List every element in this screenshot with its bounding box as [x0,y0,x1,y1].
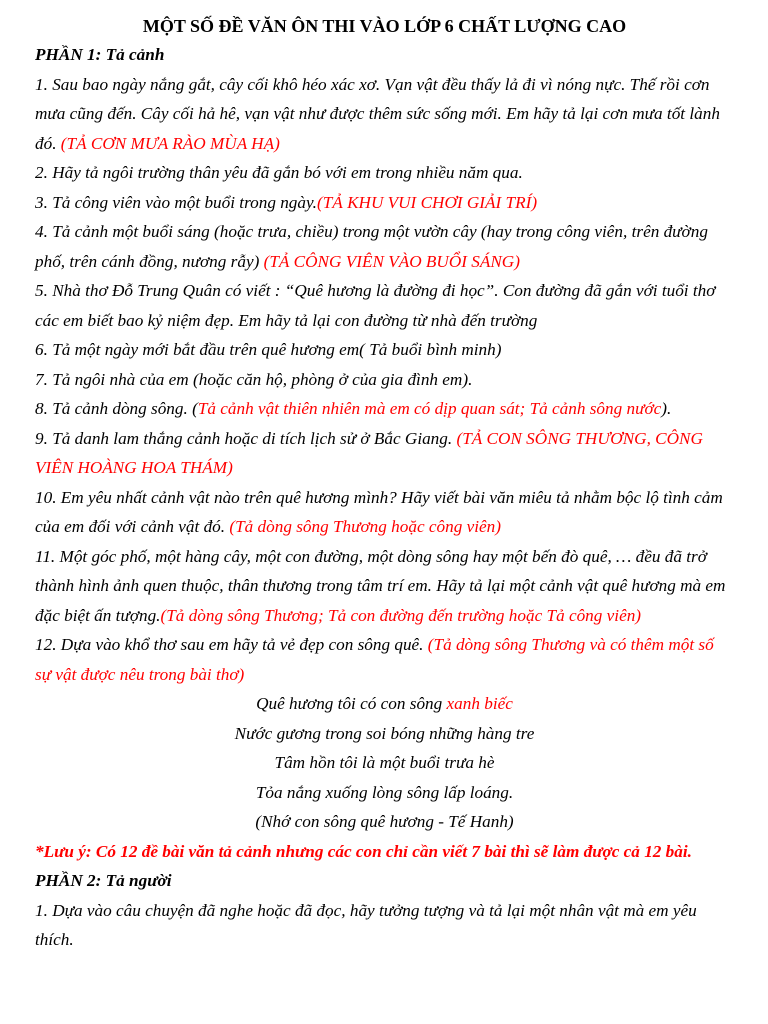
topic-tail: ). [661,399,672,418]
topic-note: (Tả dòng sông Thương; Tả con đường đến trường hoặc Tả công viên) [160,605,642,625]
topic-note: Tả cảnh vật thiên nhiên mà em có dịp quan sát; Tả cảnh sông nước [197,399,662,418]
poem-line-2: Nước gương trong soi bóng những hàng tre [234,723,535,743]
topic-text: 7. Tả ngôi nhà của em (hoặc căn hộ, phòng ở của gia đình em). [35,369,473,389]
topic-item-12 [35,630,734,689]
topic-item-5 [35,276,734,335]
topic-note: (Tả dòng sông Thương hoặc công viên) [229,517,501,536]
topic-text: 1. Sau bao ngày nắng gắt, cây cối khô héo xác xơ. Vạn vật đều thấy lả đi vì nóng nực. Thế rồi cơn mưa cũng đến. Cây cối hả hê, vạn vật như được thêm sức sống mới. Em hãy tả lại cơn mưa tốt lành đó. [35,74,720,153]
topic-text: 12. Dựa vào khổ thơ sau em hãy tả vẻ đẹp con sông quê. [35,635,428,654]
topic-item-2 [35,158,734,188]
part2-heading: PHẦN 2: Tả người [35,871,172,890]
poem-text: Quê hương tôi có con sông [256,694,447,713]
topic-note: (TẢ CƠN MƯA RÀO MÙA HẠ) [60,133,280,153]
topic-item-10 [35,483,734,542]
poem-attribution: (Nhớ con sông quê hương - Tế Hanh) [255,812,514,831]
part1-heading: PHẦN 1: Tả cảnh [35,45,165,64]
topic-note: (TẢ CÔNG VIÊN VÀO BUỔI SÁNG) [263,251,520,271]
topic-text: 6. Tả một ngày mới bắt đầu trên quê hương em( Tả buổi bình minh) [35,340,502,359]
topic-item-7 [35,365,734,395]
part2-item-1: 1. Dựa vào câu chuyện đã nghe hoặc đã đọc, hãy tưởng tượng và tả lại một nhân vật mà em yêu thích. [35,900,697,949]
topic-item-8 [35,394,734,424]
topic-text: 11. Một góc phố, một hàng cây, một con đường, một dòng sông hay một bến đò quê, … đều đã trở thành hình ảnh quen thuộc, thân thương trong tâm trí em. Hãy tả lại một cảnh vật quê hương mà em đặc biệt ấn tượng. [35,546,726,625]
topic-item-6 [35,335,734,365]
poem-highlight: xanh biếc [446,694,513,713]
poem-line-3: Tâm hồn tôi là một buổi trưa hè [274,753,495,772]
topic-note: (TẢ KHU VUI CHƠI GIẢI TRÍ) [316,192,538,212]
topic-item-9 [35,424,734,483]
poem-line-1 [35,689,734,719]
topic-item-3 [35,188,734,218]
topic-note: (TẢ CON SÔNG THƯƠNG, CÔNG VIÊN HOÀNG HOA THÁM) [35,428,703,477]
topic-text: 10. Em yêu nhất cảnh vật nào trên quê hương mình? Hãy viết bài văn miêu tả nhằm bộc lộ tình cảm của em đối với cảnh vật đó. [35,487,723,536]
topic-text: 8. Tả cảnh dòng sông. ( [35,399,198,418]
topic-item-4 [35,217,734,276]
document-title: MỘT SỐ ĐỀ VĂN ÔN THI VÀO LỚP 6 CHẤT LƯỢNG CAO [142,16,627,36]
topic-note: (Tả dòng sông Thương và có thêm một số sự vật được nêu trong bài thơ) [35,635,714,684]
topic-text: 2. Hãy tả ngôi trường thân yêu đã gắn bó với em trong nhiều năm qua. [35,163,523,182]
poem-line-4: Tỏa nắng xuống lòng sông lấp loáng. [255,782,514,802]
topic-text: 4. Tả cảnh một buổi sáng (hoặc trưa, chiều) trong một vườn cây (hay trong công viên, trên đường phố, trên cánh đồng, nương rẫy) [35,222,708,271]
topic-text: 9. Tả danh lam thắng cảnh hoặc di tích lịch sử ở Bắc Giang. [35,428,457,448]
topic-item-11 [35,542,734,631]
topic-text: 5. Nhà thơ Đỗ Trung Quân có viết : “Quê hương là đường đi học”. Con đường đã gắn với tuổi thơ các em biết bao kỷ niệm đẹp. Em hãy tả lại con đường từ nhà đến trường [35,281,716,330]
part1-note: *Lưu ý: Có 12 đề bài văn tả cảnh nhưng các con chỉ cần viết 7 bài thì sẽ làm được cả 12 bài. [35,841,692,861]
topic-item-1 [35,70,734,159]
topic-text: 3. Tả công viên vào một buổi trong ngày. [35,192,317,212]
